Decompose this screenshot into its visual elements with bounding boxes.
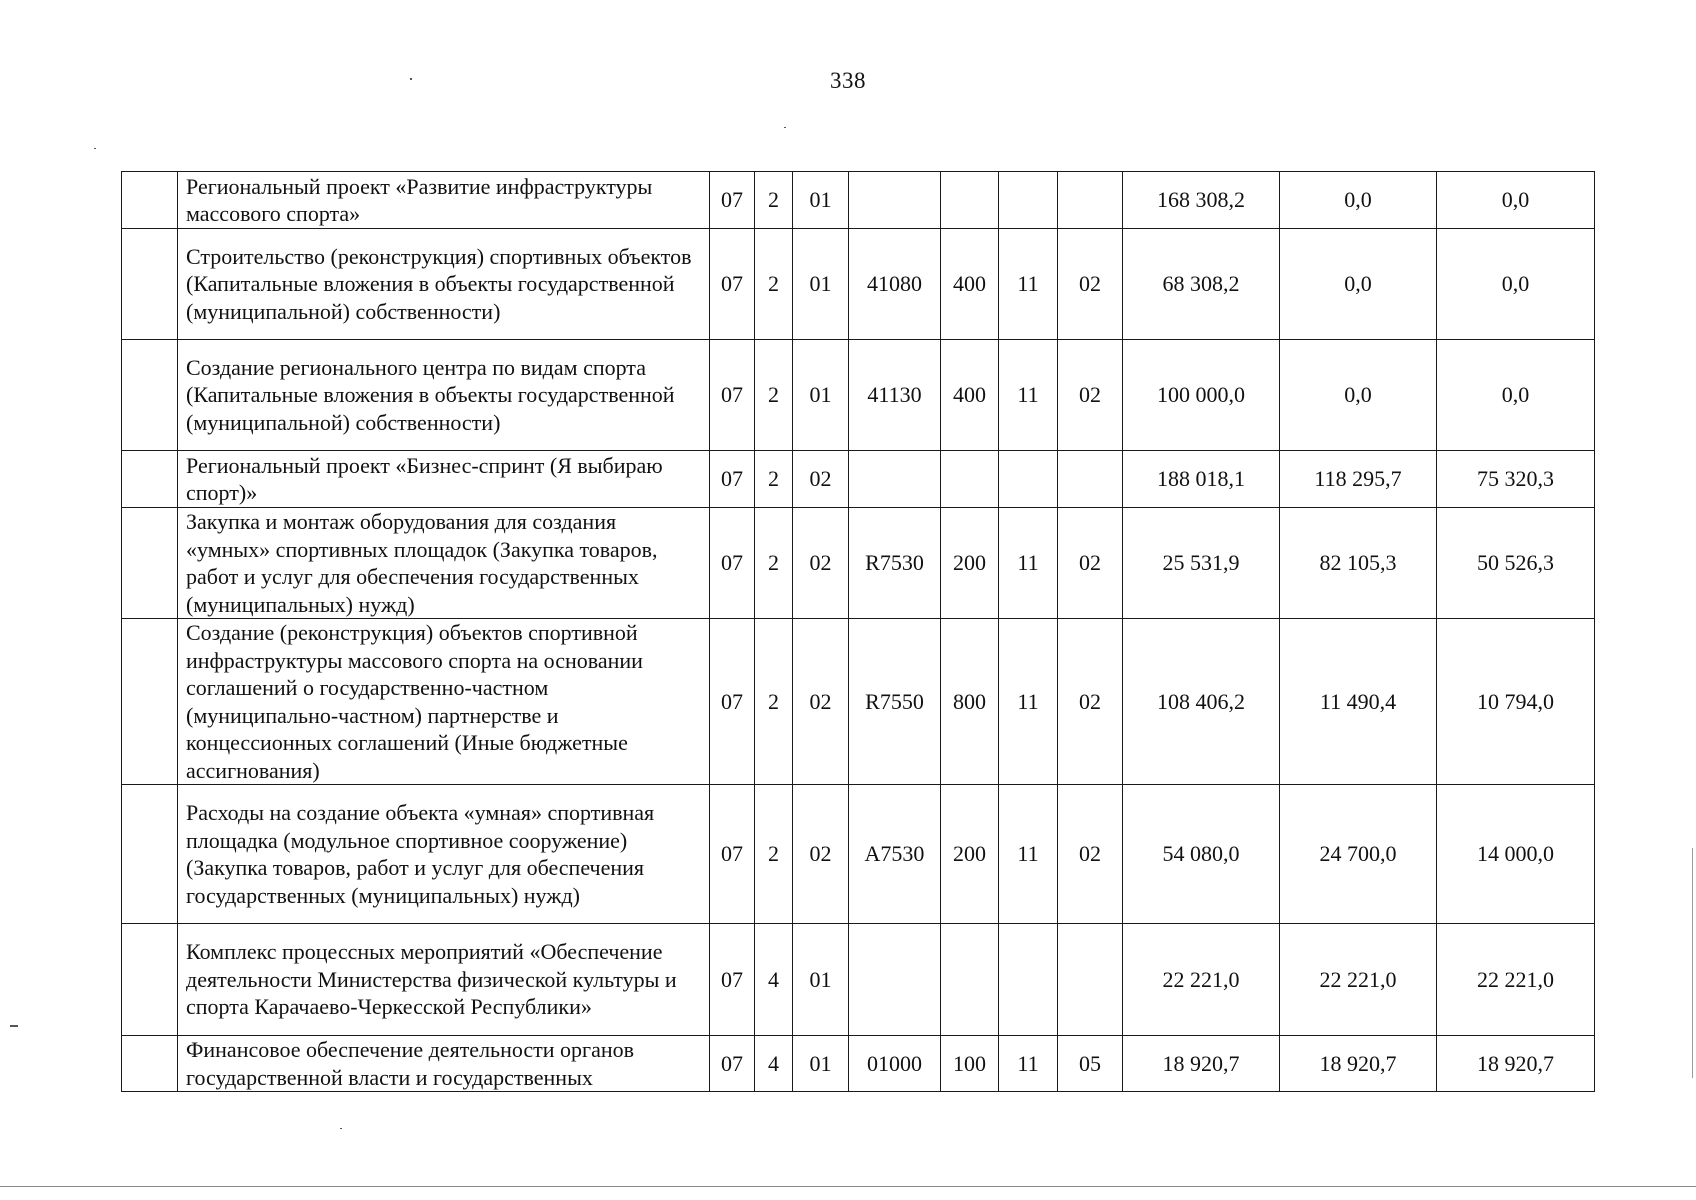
scan-speck: [410, 78, 412, 80]
division-code: 11: [999, 508, 1058, 619]
subdivision-code: [1058, 451, 1123, 508]
division-code: 11: [999, 1036, 1058, 1092]
program-code: 4: [755, 924, 793, 1036]
amount-year-1: 188 018,1: [1123, 451, 1280, 508]
subprogram-code: 02: [793, 619, 849, 785]
row-number-cell: [122, 785, 178, 924]
scan-speck: [94, 148, 96, 149]
amount-year-2: 18 920,7: [1280, 1036, 1437, 1092]
subprogram-code: 01: [793, 924, 849, 1036]
expense-name: Комплекс процессных мероприятий «Обеспечение деятельности Министерства физической культуры и спорта Карачаево-Черкесской Республики»: [178, 924, 710, 1036]
section-code: 07: [710, 508, 755, 619]
division-code: [999, 172, 1058, 229]
table-row: [122, 451, 1595, 508]
subdivision-code: 02: [1058, 229, 1123, 340]
program-code: 2: [755, 451, 793, 508]
table-row: [122, 229, 1595, 340]
expense-type-code: 200: [941, 785, 999, 924]
expense-type-code: [941, 451, 999, 508]
subdivision-code: 05: [1058, 1036, 1123, 1092]
section-code: 07: [710, 451, 755, 508]
row-number-cell: [122, 924, 178, 1036]
scan-edge-line: [1692, 848, 1693, 1078]
expense-type-code: [941, 172, 999, 229]
expense-name: Расходы на создание объекта «умная» спортивная площадка (модульное спортивное сооружение) (Закупка товаров, работ и услуг для обеспечения государственных (муниципальных) нужд): [178, 785, 710, 924]
amount-year-3: 22 221,0: [1437, 924, 1595, 1036]
expense-name: Региональный проект «Бизнес-спринт (Я выбираю спорт)»: [178, 451, 710, 508]
expense-type-code: 400: [941, 229, 999, 340]
subdivision-code: [1058, 924, 1123, 1036]
division-code: 11: [999, 619, 1058, 785]
subdivision-code: 02: [1058, 340, 1123, 451]
budget-table: [121, 171, 1595, 1092]
amount-year-1: 54 080,0: [1123, 785, 1280, 924]
direction-code: R7550: [849, 619, 941, 785]
subdivision-code: [1058, 172, 1123, 229]
amount-year-1: 22 221,0: [1123, 924, 1280, 1036]
amount-year-1: 100 000,0: [1123, 340, 1280, 451]
table-row: [122, 172, 1595, 229]
scan-speck: [784, 127, 786, 128]
direction-code: [849, 451, 941, 508]
direction-code: 41130: [849, 340, 941, 451]
section-code: 07: [710, 340, 755, 451]
amount-year-2: 82 105,3: [1280, 508, 1437, 619]
program-code: 2: [755, 172, 793, 229]
division-code: [999, 924, 1058, 1036]
direction-code: 41080: [849, 229, 941, 340]
expense-type-code: [941, 924, 999, 1036]
direction-code: [849, 172, 941, 229]
row-number-cell: [122, 508, 178, 619]
table-row: [122, 340, 1595, 451]
direction-code: 01000: [849, 1036, 941, 1092]
subprogram-code: 01: [793, 229, 849, 340]
section-code: 07: [710, 924, 755, 1036]
direction-code: R7530: [849, 508, 941, 619]
amount-year-2: 0,0: [1280, 172, 1437, 229]
division-code: [999, 451, 1058, 508]
program-code: 2: [755, 508, 793, 619]
subprogram-code: 02: [793, 451, 849, 508]
section-code: 07: [710, 619, 755, 785]
amount-year-3: 50 526,3: [1437, 508, 1595, 619]
subdivision-code: 02: [1058, 785, 1123, 924]
row-number-cell: [122, 1036, 178, 1092]
scan-edge-line: [0, 1186, 1696, 1187]
amount-year-2: 118 295,7: [1280, 451, 1437, 508]
table-row: [122, 924, 1595, 1036]
amount-year-2: 0,0: [1280, 340, 1437, 451]
amount-year-2: 11 490,4: [1280, 619, 1437, 785]
expense-name: Строительство (реконструкция) спортивных объектов (Капитальные вложения в объекты государственной (муниципальной) собственности): [178, 229, 710, 340]
table-row: [122, 508, 1595, 619]
table-row: [122, 1036, 1595, 1092]
subprogram-code: 02: [793, 508, 849, 619]
row-number-cell: [122, 229, 178, 340]
program-code: 2: [755, 340, 793, 451]
direction-code: A7530: [849, 785, 941, 924]
row-number-cell: [122, 340, 178, 451]
amount-year-2: 22 221,0: [1280, 924, 1437, 1036]
expense-name: Региональный проект «Развитие инфраструктуры массового спорта»: [178, 172, 710, 229]
expense-name: Создание (реконструкция) объектов спортивной инфраструктуры массового спорта на основании соглашений о государственно-частном (муниципально-частном) партнерстве и концессионных соглашений (Иные бюджетные ассигнования): [178, 619, 710, 785]
amount-year-3: 10 794,0: [1437, 619, 1595, 785]
subprogram-code: 01: [793, 340, 849, 451]
section-code: 07: [710, 1036, 755, 1092]
division-code: 11: [999, 340, 1058, 451]
division-code: 11: [999, 229, 1058, 340]
section-code: 07: [710, 172, 755, 229]
amount-year-1: 25 531,9: [1123, 508, 1280, 619]
amount-year-2: 0,0: [1280, 229, 1437, 340]
subprogram-code: 02: [793, 785, 849, 924]
amount-year-1: 168 308,2: [1123, 172, 1280, 229]
amount-year-1: 18 920,7: [1123, 1036, 1280, 1092]
expense-type-code: 100: [941, 1036, 999, 1092]
amount-year-1: 108 406,2: [1123, 619, 1280, 785]
amount-year-3: 14 000,0: [1437, 785, 1595, 924]
amount-year-2: 24 700,0: [1280, 785, 1437, 924]
program-code: 2: [755, 229, 793, 340]
expense-type-code: 200: [941, 508, 999, 619]
row-number-cell: [122, 172, 178, 229]
expense-name: Создание регионального центра по видам спорта (Капитальные вложения в объекты государственной (муниципальной) собственности): [178, 340, 710, 451]
table-row: [122, 619, 1595, 785]
amount-year-3: 0,0: [1437, 229, 1595, 340]
division-code: 11: [999, 785, 1058, 924]
amount-year-3: 75 320,3: [1437, 451, 1595, 508]
subdivision-code: 02: [1058, 508, 1123, 619]
program-code: 2: [755, 619, 793, 785]
amount-year-3: 18 920,7: [1437, 1036, 1595, 1092]
amount-year-3: 0,0: [1437, 172, 1595, 229]
expense-type-code: 400: [941, 340, 999, 451]
expense-name: Закупка и монтаж оборудования для создания «умных» спортивных площадок (Закупка товаров, работ и услуг для обеспечения государственных (муниципальных) нужд): [178, 508, 710, 619]
row-number-cell: [122, 451, 178, 508]
page-number: 338: [830, 68, 866, 93]
program-code: 2: [755, 785, 793, 924]
direction-code: [849, 924, 941, 1036]
row-number-cell: [122, 619, 178, 785]
amount-year-3: 0,0: [1437, 340, 1595, 451]
expense-name: Финансовое обеспечение деятельности органов государственной власти и государственных: [178, 1036, 710, 1092]
subdivision-code: 02: [1058, 619, 1123, 785]
section-code: 07: [710, 229, 755, 340]
table-row: [122, 785, 1595, 924]
expense-type-code: 800: [941, 619, 999, 785]
scan-speck: [10, 1025, 18, 1027]
program-code: 4: [755, 1036, 793, 1092]
subprogram-code: 01: [793, 172, 849, 229]
scan-speck: [340, 1128, 342, 1129]
subprogram-code: 01: [793, 1036, 849, 1092]
section-code: 07: [710, 785, 755, 924]
amount-year-1: 68 308,2: [1123, 229, 1280, 340]
